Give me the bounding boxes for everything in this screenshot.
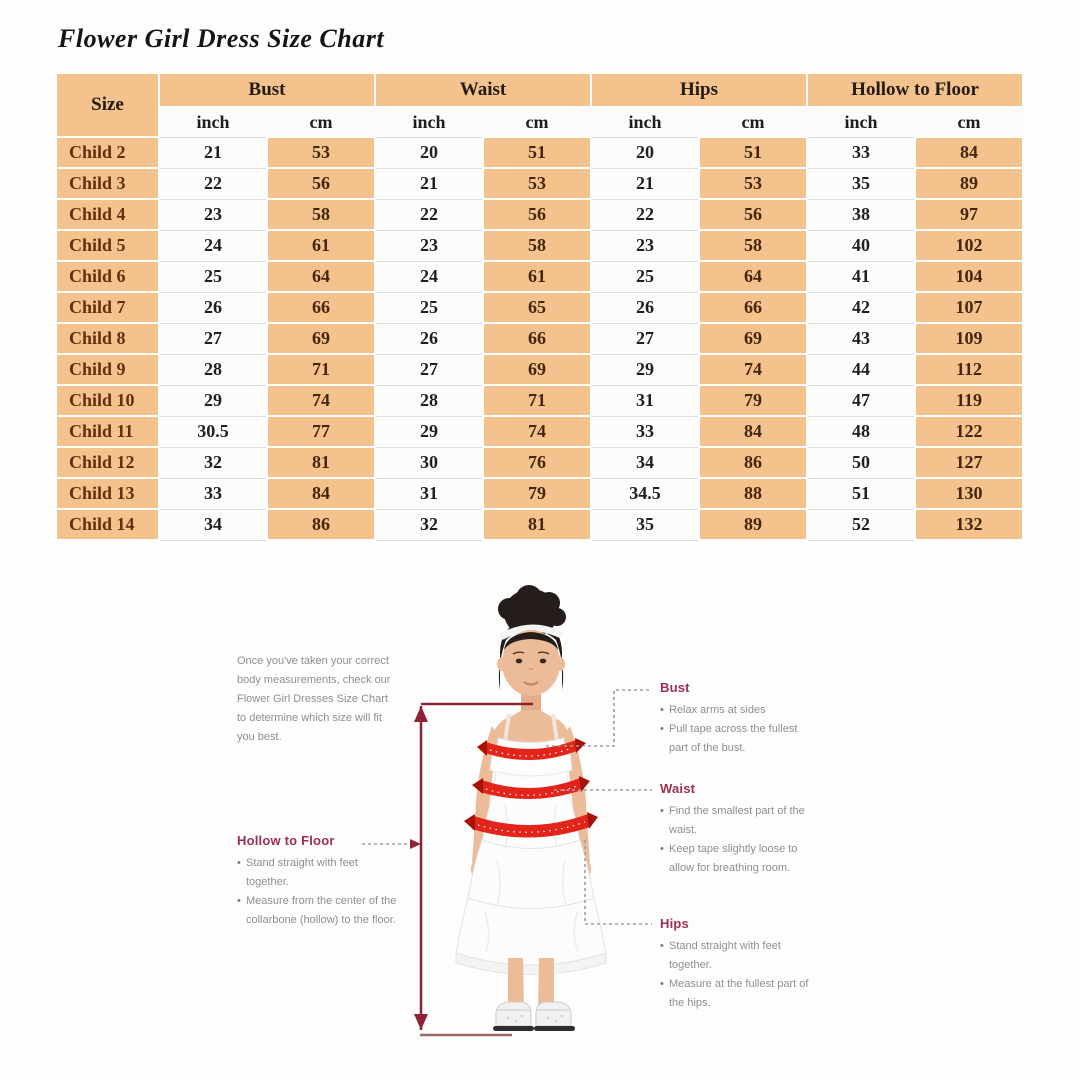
size-cell: Child 4 — [56, 199, 159, 230]
hollow-inch-cell: 33 — [807, 137, 915, 168]
unit-header-cm: cm — [915, 107, 1023, 137]
bust-inch-cell: 21 — [159, 137, 267, 168]
bullet-item: • Relax arms at sides — [660, 701, 818, 720]
table-row — [56, 292, 1023, 323]
bullet-item: • Keep tape slightly loose to allow for breathing room. — [660, 840, 818, 878]
hips-cm-cell: 79 — [699, 385, 807, 416]
size-cell: Child 14 — [56, 509, 159, 540]
hips-cm-cell: 84 — [699, 416, 807, 447]
hollow-cm-cell: 112 — [915, 354, 1023, 385]
table-row — [56, 323, 1023, 354]
table-row — [56, 416, 1023, 447]
bust-inch-cell: 24 — [159, 230, 267, 261]
waist-inch-cell: 25 — [375, 292, 483, 323]
size-cell: Child 8 — [56, 323, 159, 354]
unit-header-inch: inch — [375, 107, 483, 137]
hollow-connector-arrow-icon — [410, 839, 421, 849]
waist-cm-cell: 56 — [483, 199, 591, 230]
table-row — [56, 137, 1023, 168]
bust-cm-cell: 84 — [267, 478, 375, 509]
unit-header-cm: cm — [699, 107, 807, 137]
size-cell: Child 13 — [56, 478, 159, 509]
waist-inch-cell: 32 — [375, 509, 483, 540]
waist-heading: Waist — [660, 781, 696, 796]
waist-cm-cell: 79 — [483, 478, 591, 509]
waist-cm-cell: 58 — [483, 230, 591, 261]
waist-inch-cell: 27 — [375, 354, 483, 385]
hollow-to-floor-heading: Hollow to Floor — [237, 833, 335, 848]
column-header-size: Size — [56, 73, 159, 137]
bullet-item: • Measure at the fullest part of the hips. — [660, 975, 818, 1013]
hips-inch-cell: 35 — [591, 509, 699, 540]
bust-inch-cell: 26 — [159, 292, 267, 323]
size-chart-table — [55, 72, 1024, 541]
hips-inch-cell: 23 — [591, 230, 699, 261]
hips-cm-cell: 88 — [699, 478, 807, 509]
table-row — [56, 199, 1023, 230]
size-cell: Child 5 — [56, 230, 159, 261]
column-header-bust: Bust — [159, 73, 375, 107]
hips-inch-cell: 27 — [591, 323, 699, 354]
size-cell: Child 9 — [56, 354, 159, 385]
table-row — [56, 447, 1023, 478]
hollow-inch-cell: 41 — [807, 261, 915, 292]
bust-cm-cell: 71 — [267, 354, 375, 385]
waist-inch-cell: 31 — [375, 478, 483, 509]
bust-cm-cell: 61 — [267, 230, 375, 261]
hollow-inch-cell: 44 — [807, 354, 915, 385]
waist-inch-cell: 29 — [375, 416, 483, 447]
bust-inch-cell: 27 — [159, 323, 267, 354]
bullet-item: • Stand straight with feet together. — [237, 854, 397, 892]
unit-header-inch: inch — [159, 107, 267, 137]
hollow-inch-cell: 47 — [807, 385, 915, 416]
hollow-to-floor-section — [237, 833, 397, 930]
hips-bullets — [660, 937, 818, 1013]
hips-cm-cell: 56 — [699, 199, 807, 230]
waist-cm-cell: 69 — [483, 354, 591, 385]
hollow-cm-cell: 122 — [915, 416, 1023, 447]
hollow-cm-cell: 127 — [915, 447, 1023, 478]
hips-cm-cell: 69 — [699, 323, 807, 354]
bust-cm-cell: 58 — [267, 199, 375, 230]
size-cell: Child 10 — [56, 385, 159, 416]
hollow-inch-cell: 42 — [807, 292, 915, 323]
girl-figure — [456, 585, 606, 1031]
waist-inch-cell: 20 — [375, 137, 483, 168]
waist-inch-cell: 24 — [375, 261, 483, 292]
hollow-cm-cell: 130 — [915, 478, 1023, 509]
table-row — [56, 385, 1023, 416]
hips-cm-cell: 89 — [699, 509, 807, 540]
hollow-inch-cell: 35 — [807, 168, 915, 199]
table-row — [56, 168, 1023, 199]
hollow-inch-cell: 40 — [807, 230, 915, 261]
hollow-cm-cell: 107 — [915, 292, 1023, 323]
hollow-inch-cell: 52 — [807, 509, 915, 540]
unit-header-cm: cm — [483, 107, 591, 137]
waist-cm-cell: 76 — [483, 447, 591, 478]
intro-note: Once you've taken your correct body measurements, check our Flower Girl Dresses Size Chart to determine which size will fit you best. — [237, 655, 391, 743]
size-cell: Child 2 — [56, 137, 159, 168]
hips-cm-cell: 64 — [699, 261, 807, 292]
waist-inch-cell: 21 — [375, 168, 483, 199]
page-title: Flower Girl Dress Size Chart — [58, 24, 385, 53]
waist-cm-cell: 51 — [483, 137, 591, 168]
waist-inch-cell: 22 — [375, 199, 483, 230]
hips-cm-cell: 58 — [699, 230, 807, 261]
unit-header-inch: inch — [591, 107, 699, 137]
hollow-inch-cell: 43 — [807, 323, 915, 354]
bust-inch-cell: 33 — [159, 478, 267, 509]
unit-header-cm: cm — [267, 107, 375, 137]
hollow-to-floor-bullets — [237, 854, 397, 930]
bust-cm-cell: 77 — [267, 416, 375, 447]
hips-cm-cell: 53 — [699, 168, 807, 199]
hollow-cm-cell: 89 — [915, 168, 1023, 199]
waist-inch-cell: 28 — [375, 385, 483, 416]
unit-header-inch: inch — [807, 107, 915, 137]
hollow-cm-cell: 102 — [915, 230, 1023, 261]
bust-cm-cell: 74 — [267, 385, 375, 416]
waist-cm-cell: 81 — [483, 509, 591, 540]
bust-inch-cell: 30.5 — [159, 416, 267, 447]
bust-cm-cell: 69 — [267, 323, 375, 354]
waist-section — [660, 781, 818, 878]
bust-bullets — [660, 701, 818, 758]
table-row — [56, 230, 1023, 261]
hips-inch-cell: 26 — [591, 292, 699, 323]
hollow-cm-cell: 97 — [915, 199, 1023, 230]
hips-inch-cell: 31 — [591, 385, 699, 416]
hips-heading: Hips — [660, 916, 689, 931]
bust-inch-cell: 23 — [159, 199, 267, 230]
size-cell: Child 11 — [56, 416, 159, 447]
hips-inch-cell: 21 — [591, 168, 699, 199]
bust-heading: Bust — [660, 680, 690, 695]
bust-inch-cell: 29 — [159, 385, 267, 416]
waist-bullets — [660, 802, 818, 878]
hollow-cm-cell: 109 — [915, 323, 1023, 354]
waist-cm-cell: 53 — [483, 168, 591, 199]
bust-cm-cell: 53 — [267, 137, 375, 168]
hips-inch-cell: 20 — [591, 137, 699, 168]
waist-inch-cell: 30 — [375, 447, 483, 478]
bust-inch-cell: 22 — [159, 168, 267, 199]
size-cell: Child 3 — [56, 168, 159, 199]
hips-inch-cell: 29 — [591, 354, 699, 385]
table-row — [56, 354, 1023, 385]
hollow-inch-cell: 50 — [807, 447, 915, 478]
shoes — [493, 1002, 575, 1031]
bullet-item: • Stand straight with feet together. — [660, 937, 818, 975]
size-cell: Child 7 — [56, 292, 159, 323]
column-header-hollow-to-floor: Hollow to Floor — [807, 73, 1023, 107]
size-cell: Child 6 — [56, 261, 159, 292]
bust-inch-cell: 32 — [159, 447, 267, 478]
bust-inch-cell: 34 — [159, 509, 267, 540]
hips-inch-cell: 34.5 — [591, 478, 699, 509]
hips-cm-cell: 74 — [699, 354, 807, 385]
hips-inch-cell: 22 — [591, 199, 699, 230]
hollow-cm-cell: 119 — [915, 385, 1023, 416]
table-row — [56, 261, 1023, 292]
table-row — [56, 509, 1023, 540]
bust-cm-cell: 56 — [267, 168, 375, 199]
waist-cm-cell: 65 — [483, 292, 591, 323]
hips-inch-cell: 33 — [591, 416, 699, 447]
waist-cm-cell: 71 — [483, 385, 591, 416]
hips-section — [660, 916, 818, 1013]
bust-cm-cell: 64 — [267, 261, 375, 292]
table-row — [56, 478, 1023, 509]
hips-inch-cell: 25 — [591, 261, 699, 292]
hips-cm-cell: 66 — [699, 292, 807, 323]
hollow-inch-cell: 51 — [807, 478, 915, 509]
hollow-cm-cell: 132 — [915, 509, 1023, 540]
hollow-inch-cell: 48 — [807, 416, 915, 447]
hollow-inch-cell: 38 — [807, 199, 915, 230]
bullet-item: • Find the smallest part of the waist. — [660, 802, 818, 840]
hollow-cm-cell: 104 — [915, 261, 1023, 292]
bust-inch-cell: 25 — [159, 261, 267, 292]
waist-inch-cell: 23 — [375, 230, 483, 261]
waist-cm-cell: 66 — [483, 323, 591, 354]
hips-cm-cell: 51 — [699, 137, 807, 168]
column-header-waist: Waist — [375, 73, 591, 107]
bust-inch-cell: 28 — [159, 354, 267, 385]
column-header-hips: Hips — [591, 73, 807, 107]
hips-cm-cell: 86 — [699, 447, 807, 478]
size-cell: Child 12 — [56, 447, 159, 478]
bust-section — [660, 680, 818, 758]
bust-cm-cell: 66 — [267, 292, 375, 323]
waist-cm-cell: 74 — [483, 416, 591, 447]
bullet-item: • Pull tape across the fullest part of the bust. — [660, 720, 818, 758]
bust-cm-cell: 86 — [267, 509, 375, 540]
hollow-cm-cell: 84 — [915, 137, 1023, 168]
measurement-diagram — [355, 575, 680, 1060]
waist-cm-cell: 61 — [483, 261, 591, 292]
bust-cm-cell: 81 — [267, 447, 375, 478]
waist-inch-cell: 26 — [375, 323, 483, 354]
bullet-item: • Measure from the center of the collarbone (hollow) to the floor. — [237, 892, 397, 930]
hips-inch-cell: 34 — [591, 447, 699, 478]
